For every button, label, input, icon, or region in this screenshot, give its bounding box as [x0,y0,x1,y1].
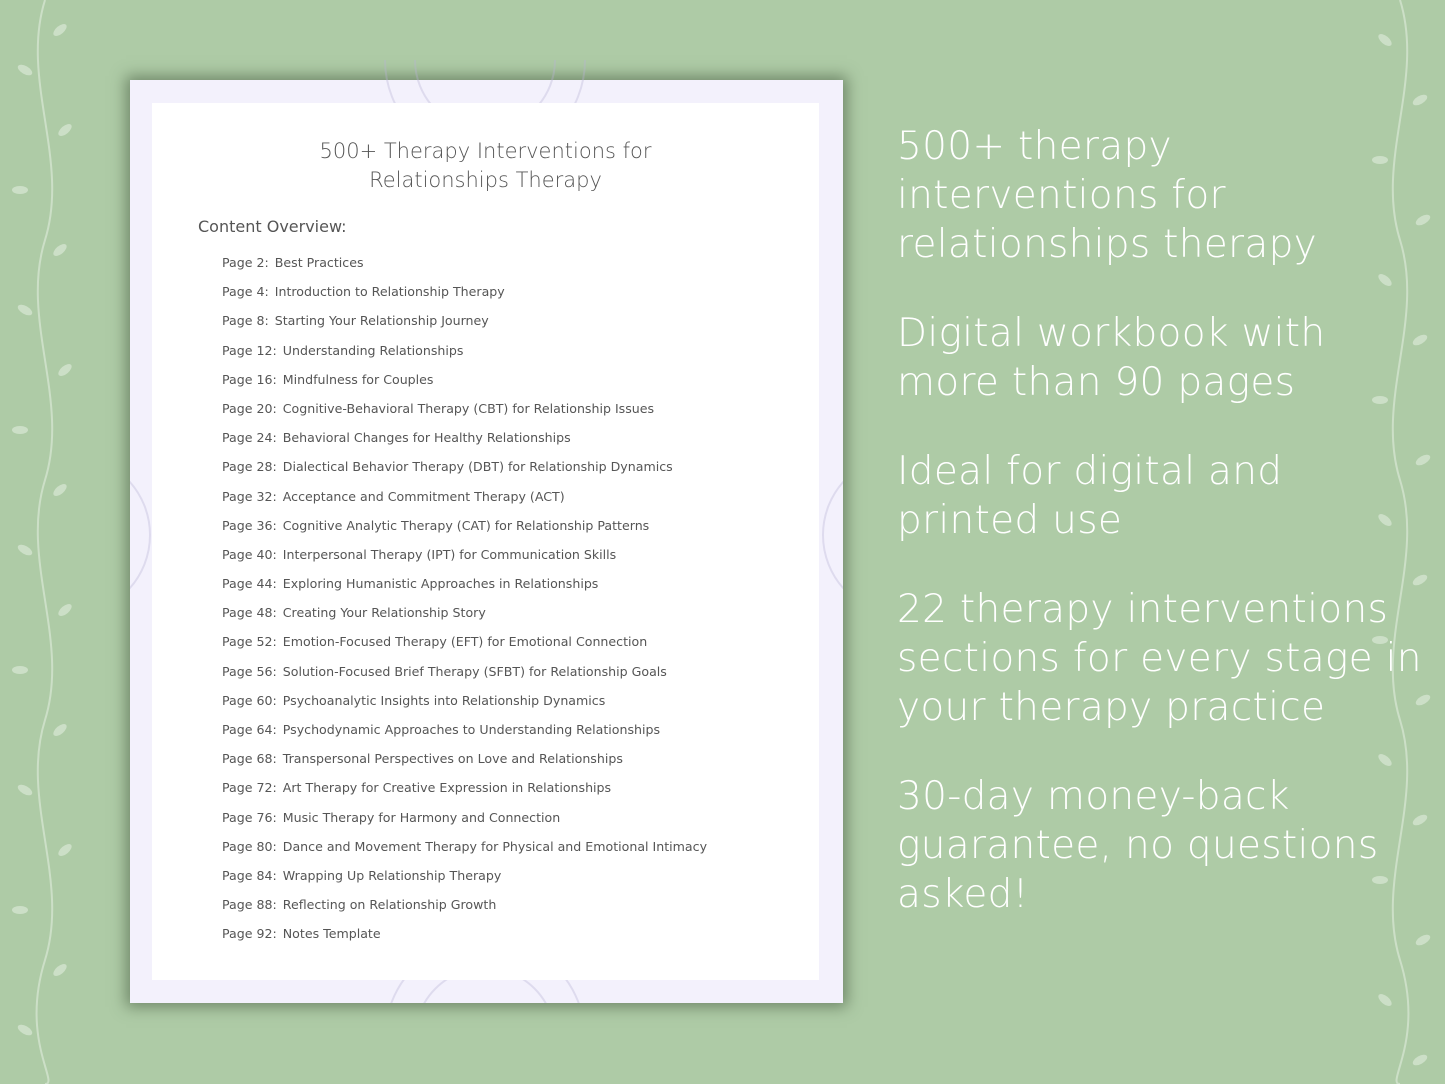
toc-entry [222,284,707,313]
toc-entry [222,518,707,547]
mandala-bottom-decoration [380,978,590,1003]
toc-label: Mindfulness for Couples [282,371,434,387]
toc-label: Acceptance and Commitment Therapy (ACT) [282,488,565,504]
table-of-contents [222,255,707,956]
floral-vine-left-decoration [0,0,90,1084]
mandala-right-decoration [819,450,843,620]
toc-label: Behavioral Changes for Healthy Relationships [282,430,571,446]
document-title [152,137,819,195]
toc-entry [222,868,707,897]
document-title-line: 500+ Therapy Interventions for [319,139,652,163]
toc-label: Reflecting on Relationship Growth [282,897,497,913]
toc-label: Emotion-Focused Therapy (EFT) for Emotional Connection [282,634,648,650]
toc-label: Cognitive-Behavioral Therapy (CBT) for Relationship Issues [282,400,655,416]
toc-label: Creating Your Relationship Story [282,605,486,621]
toc-page-number: Page 60: [222,692,277,708]
feature-item: Digital workbook with more than 90 pages [897,311,1326,405]
toc-page-number: Page 12: [222,342,277,358]
toc-entry [222,810,707,839]
toc-label: Understanding Relationships [282,342,464,358]
page-content [152,103,819,980]
toc-page-number: Page 48: [222,605,277,621]
toc-entry [222,343,707,372]
toc-label: Music Therapy for Harmony and Connection [282,809,561,825]
toc-entry [222,255,707,284]
toc-label: Interpersonal Therapy (IPT) for Communication Skills [282,546,617,562]
toc-entry [222,780,707,809]
toc-page-number: Page 88: [222,897,277,913]
toc-entry [222,926,707,955]
toc-page-number: Page 2: [222,255,269,270]
workbook-page-preview [130,80,843,1003]
document-title-line: Relationships Therapy [369,168,602,192]
toc-page-number: Page 64: [222,722,277,737]
toc-label: Dialectical Behavior Therapy (DBT) for Relationship Dynamics [282,459,673,475]
toc-entry [222,459,707,488]
toc-entry [222,372,707,401]
toc-entry [222,489,707,518]
toc-page-number: Page 4: [222,284,269,300]
toc-entry [222,664,707,693]
toc-label: Starting Your Relationship Journey [274,313,489,329]
toc-label: Solution-Focused Brief Therapy (SFBT) for Relationship Goals [282,663,667,679]
toc-label: Art Therapy for Creative Expression in Relationships [282,780,612,796]
toc-page-number: Page 76: [222,809,277,825]
toc-entry [222,722,707,751]
toc-page-number: Page 28: [222,459,277,475]
toc-page-number: Page 40: [222,546,277,562]
toc-page-number: Page 80: [222,838,277,854]
toc-page-number: Page 56: [222,663,277,679]
toc-page-number: Page 84: [222,867,277,883]
toc-entry [222,605,707,634]
toc-page-number: Page 72: [222,780,277,796]
toc-page-number: Page 68: [222,751,277,767]
toc-entry [222,897,707,926]
feature-list [897,122,1427,959]
toc-page-number: Page 16: [222,371,277,387]
toc-entry [222,751,707,780]
toc-entry [222,313,707,342]
feature-item: 500+ therapy interventions for relationships therapy [897,124,1318,267]
toc-label: Exploring Humanistic Approaches in Relationships [282,576,599,592]
toc-page-number: Page 52: [222,634,277,650]
toc-label: Cognitive Analytic Therapy (CAT) for Relationship Patterns [282,517,650,533]
toc-label: Best Practices [274,255,364,270]
toc-label: Psychoanalytic Insights into Relationship Dynamics [282,692,606,708]
toc-entry [222,401,707,430]
toc-label: Dance and Movement Therapy for Physical and Emotional Intimacy [282,838,708,854]
toc-page-number: Page 32: [222,488,277,504]
toc-entry [222,576,707,605]
toc-entry [222,693,707,722]
toc-entry [222,430,707,459]
toc-entry [222,839,707,868]
toc-label: Wrapping Up Relationship Therapy [282,867,502,883]
toc-page-number: Page 92: [222,926,277,942]
toc-page-number: Page 8: [222,313,269,329]
feature-item: Ideal for digital and printed use [897,449,1283,543]
feature-item: 30-day money-back guarantee, no questions asked! [897,774,1379,917]
mandala-left-decoration [130,450,152,620]
content-overview-heading: Content Overview: [198,217,347,236]
toc-page-number: Page 44: [222,576,277,592]
feature-item: 22 therapy interventions sections for every stage in your therapy practice [897,587,1422,730]
toc-label: Psychodynamic Approaches to Understanding Relationships [282,722,661,737]
toc-label: Transpersonal Perspectives on Love and Relationships [282,751,623,767]
toc-label: Introduction to Relationship Therapy [274,284,505,300]
toc-entry [222,547,707,576]
toc-page-number: Page 24: [222,430,277,446]
toc-entry [222,634,707,663]
toc-label: Notes Template [282,926,381,942]
toc-page-number: Page 20: [222,400,277,416]
toc-page-number: Page 36: [222,517,277,533]
mandala-top-decoration [380,60,590,105]
